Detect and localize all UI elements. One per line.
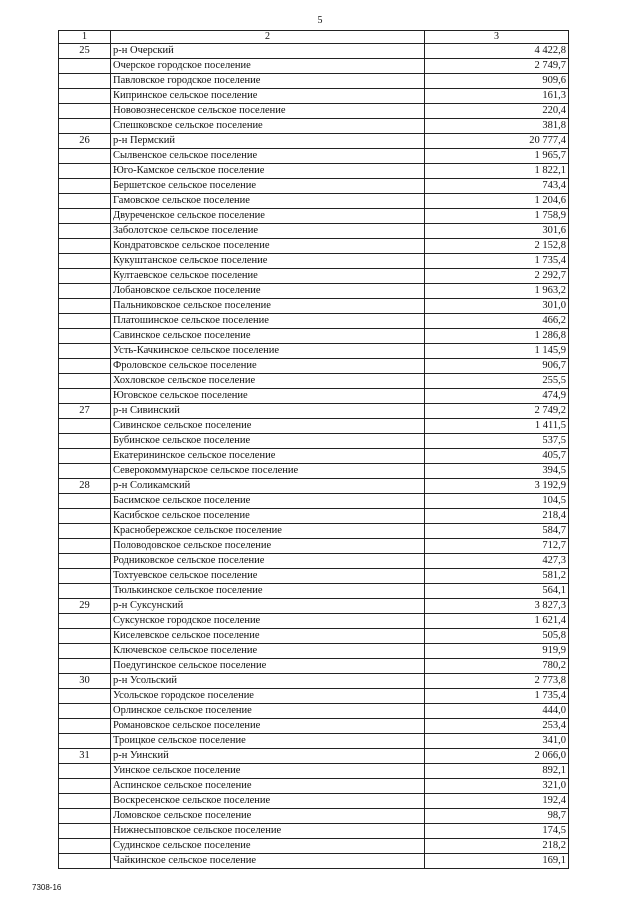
row-value-cell: 1 735,4 (425, 254, 569, 269)
table-row (59, 164, 569, 179)
row-value-cell: 1 286,8 (425, 329, 569, 344)
row-value-cell: 919,9 (425, 644, 569, 659)
table-row (59, 524, 569, 539)
table-row (59, 734, 569, 749)
row-name-cell: Бершетское сельское поселение (111, 179, 425, 194)
row-name-cell: Нововознесенское сельское поселение (111, 104, 425, 119)
row-value-cell: 192,4 (425, 794, 569, 809)
row-name-cell: Юго-Камское сельское поселение (111, 164, 425, 179)
row-number-cell: 25 (59, 44, 111, 59)
row-name-cell: Кипринское сельское поселение (111, 89, 425, 104)
row-number-cell (59, 449, 111, 464)
row-number-cell (59, 434, 111, 449)
table-row (59, 494, 569, 509)
row-value-cell: 780,2 (425, 659, 569, 674)
row-name-cell: Нижнесыповское сельское поселение (111, 824, 425, 839)
row-number-cell (59, 344, 111, 359)
table-row (59, 209, 569, 224)
table-row (59, 89, 569, 104)
footer-code: 7308-16 (32, 883, 62, 892)
table-row (59, 839, 569, 854)
row-value-cell: 3 192,9 (425, 479, 569, 494)
row-name-cell: Половодовское сельское поселение (111, 539, 425, 554)
table-row (59, 479, 569, 494)
row-name-cell: Заболотское сельское поселение (111, 224, 425, 239)
table-row (59, 284, 569, 299)
row-name-cell: Чайкинское сельское поселение (111, 854, 425, 869)
row-number-cell (59, 539, 111, 554)
row-name-cell: Спешковское сельское поселение (111, 119, 425, 134)
row-value-cell: 98,7 (425, 809, 569, 824)
row-name-cell: Ломовское сельское поселение (111, 809, 425, 824)
row-number-cell (59, 494, 111, 509)
row-number-cell (59, 374, 111, 389)
row-name-cell: Хохловское сельское поселение (111, 374, 425, 389)
row-name-cell: Гамовское сельское поселение (111, 194, 425, 209)
table-row (59, 434, 569, 449)
table-row (59, 644, 569, 659)
table-row (59, 179, 569, 194)
row-number-cell (59, 764, 111, 779)
row-name-cell: Фроловское сельское поселение (111, 359, 425, 374)
table-row (59, 419, 569, 434)
row-number-cell (59, 74, 111, 89)
row-name-cell: Усольское городское поселение (111, 689, 425, 704)
row-name-cell: Орлинское сельское поселение (111, 704, 425, 719)
row-name-cell: Басимское сельское поселение (111, 494, 425, 509)
row-value-cell: 1 758,9 (425, 209, 569, 224)
row-number-cell (59, 239, 111, 254)
row-value-cell: 2 292,7 (425, 269, 569, 284)
table-row (59, 374, 569, 389)
row-number-cell (59, 854, 111, 869)
row-value-cell: 2 749,7 (425, 59, 569, 74)
row-value-cell: 321,0 (425, 779, 569, 794)
table-row (59, 749, 569, 764)
table-row (59, 509, 569, 524)
row-name-cell: Поедугинское сельское поселение (111, 659, 425, 674)
row-value-cell: 301,6 (425, 224, 569, 239)
table-row (59, 449, 569, 464)
table-row (59, 674, 569, 689)
row-number-cell (59, 329, 111, 344)
row-number-cell (59, 614, 111, 629)
row-value-cell: 218,2 (425, 839, 569, 854)
row-number-cell: 26 (59, 134, 111, 149)
row-name-cell: р-н Пермский (111, 134, 425, 149)
row-number-cell (59, 569, 111, 584)
row-number-cell (59, 254, 111, 269)
row-name-cell: Судинское сельское поселение (111, 839, 425, 854)
row-number-cell (59, 314, 111, 329)
row-number-cell (59, 59, 111, 74)
row-number-cell (59, 269, 111, 284)
row-number-cell (59, 779, 111, 794)
row-name-cell: р-н Сивинский (111, 404, 425, 419)
row-value-cell: 581,2 (425, 569, 569, 584)
row-value-cell: 2 749,2 (425, 404, 569, 419)
table-row (59, 314, 569, 329)
table-row (59, 794, 569, 809)
row-number-cell (59, 284, 111, 299)
row-value-cell: 909,6 (425, 74, 569, 89)
column-header-1: 1 (59, 31, 111, 44)
table-row (59, 704, 569, 719)
table-row (59, 194, 569, 209)
row-value-cell: 301,0 (425, 299, 569, 314)
row-number-cell (59, 554, 111, 569)
row-name-cell: Романовское сельское поселение (111, 719, 425, 734)
page-number: 5 (317, 15, 323, 26)
row-name-cell: Юговское сельское поселение (111, 389, 425, 404)
row-value-cell: 255,5 (425, 374, 569, 389)
row-value-cell: 20 777,4 (425, 134, 569, 149)
row-value-cell: 169,1 (425, 854, 569, 869)
table-row (59, 824, 569, 839)
row-number-cell: 28 (59, 479, 111, 494)
row-number-cell (59, 524, 111, 539)
row-name-cell: р-н Уинский (111, 749, 425, 764)
row-name-cell: р-н Очерский (111, 44, 425, 59)
row-number-cell (59, 584, 111, 599)
row-value-cell: 104,5 (425, 494, 569, 509)
row-number-cell (59, 644, 111, 659)
row-number-cell (59, 689, 111, 704)
row-value-cell: 1 204,6 (425, 194, 569, 209)
row-number-cell (59, 659, 111, 674)
row-name-cell: Тюлькинское сельское поселение (111, 584, 425, 599)
table-row (59, 119, 569, 134)
row-name-cell: Очерское городское поселение (111, 59, 425, 74)
row-value-cell: 1 411,5 (425, 419, 569, 434)
row-number-cell (59, 299, 111, 314)
table-row (59, 689, 569, 704)
row-value-cell: 466,2 (425, 314, 569, 329)
row-value-cell: 1 822,1 (425, 164, 569, 179)
row-number-cell (59, 194, 111, 209)
row-value-cell: 3 827,3 (425, 599, 569, 614)
row-name-cell: Усть-Качкинское сельское поселение (111, 344, 425, 359)
table-row (59, 74, 569, 89)
row-value-cell: 2 066,0 (425, 749, 569, 764)
row-value-cell: 4 422,8 (425, 44, 569, 59)
table-row (59, 464, 569, 479)
row-number-cell (59, 164, 111, 179)
table-row (59, 269, 569, 284)
row-number-cell (59, 464, 111, 479)
row-name-cell: Култаевское сельское поселение (111, 269, 425, 284)
table-row (59, 389, 569, 404)
row-number-cell (59, 629, 111, 644)
row-name-cell: Бубинское сельское поселение (111, 434, 425, 449)
column-header-3: 3 (425, 31, 569, 44)
table-row (59, 539, 569, 554)
row-value-cell: 892,1 (425, 764, 569, 779)
row-value-cell: 218,4 (425, 509, 569, 524)
table-row (59, 779, 569, 794)
row-value-cell: 394,5 (425, 464, 569, 479)
row-name-cell: Тохтуевское сельское поселение (111, 569, 425, 584)
table-row (59, 659, 569, 674)
row-value-cell: 161,3 (425, 89, 569, 104)
row-number-cell (59, 719, 111, 734)
row-name-cell: Троицкое сельское поселение (111, 734, 425, 749)
table-row (59, 239, 569, 254)
row-value-cell: 537,5 (425, 434, 569, 449)
row-number-cell (59, 89, 111, 104)
allocation-table (58, 30, 569, 869)
row-value-cell: 564,1 (425, 584, 569, 599)
row-value-cell: 174,5 (425, 824, 569, 839)
row-value-cell: 381,8 (425, 119, 569, 134)
table-row (59, 59, 569, 74)
table-row (59, 584, 569, 599)
table-row (59, 569, 569, 584)
row-value-cell: 1 621,4 (425, 614, 569, 629)
row-name-cell: Суксунское городское поселение (111, 614, 425, 629)
table-row (59, 854, 569, 869)
row-name-cell: Ключевское сельское поселение (111, 644, 425, 659)
row-name-cell: Савинское сельское поселение (111, 329, 425, 344)
row-number-cell (59, 389, 111, 404)
table-row (59, 134, 569, 149)
row-value-cell: 253,4 (425, 719, 569, 734)
row-number-cell (59, 509, 111, 524)
table-row (59, 44, 569, 59)
row-value-cell: 906,7 (425, 359, 569, 374)
table-row (59, 299, 569, 314)
row-value-cell: 584,7 (425, 524, 569, 539)
row-number-cell (59, 104, 111, 119)
row-name-cell: Кондратовское сельское поселение (111, 239, 425, 254)
row-value-cell: 474,9 (425, 389, 569, 404)
row-name-cell: Сивинское сельское поселение (111, 419, 425, 434)
row-value-cell: 1 145,9 (425, 344, 569, 359)
row-value-cell: 743,4 (425, 179, 569, 194)
table-header-row (59, 31, 569, 44)
row-value-cell: 341,0 (425, 734, 569, 749)
row-number-cell: 31 (59, 749, 111, 764)
row-value-cell: 427,3 (425, 554, 569, 569)
row-name-cell: Родниковское сельское поселение (111, 554, 425, 569)
table-row (59, 104, 569, 119)
row-name-cell: Платошинское сельское поселение (111, 314, 425, 329)
row-number-cell: 30 (59, 674, 111, 689)
row-value-cell: 220,4 (425, 104, 569, 119)
table-row (59, 404, 569, 419)
table-row (59, 344, 569, 359)
row-name-cell: Аспинское сельское поселение (111, 779, 425, 794)
row-number-cell (59, 119, 111, 134)
row-name-cell: Екатерининское сельское поселение (111, 449, 425, 464)
row-name-cell: р-н Соликамский (111, 479, 425, 494)
row-name-cell: Сылвенское сельское поселение (111, 149, 425, 164)
row-name-cell: р-н Суксунский (111, 599, 425, 614)
row-number-cell (59, 704, 111, 719)
table-row (59, 554, 569, 569)
row-name-cell: Лобановское сельское поселение (111, 284, 425, 299)
row-name-cell: Воскресенское сельское поселение (111, 794, 425, 809)
row-number-cell (59, 809, 111, 824)
row-number-cell (59, 839, 111, 854)
row-number-cell (59, 149, 111, 164)
row-name-cell: Краснобережское сельское поселение (111, 524, 425, 539)
row-value-cell: 2 152,8 (425, 239, 569, 254)
row-value-cell: 1 963,2 (425, 284, 569, 299)
table-row (59, 149, 569, 164)
row-name-cell: р-н Усольский (111, 674, 425, 689)
row-number-cell (59, 419, 111, 434)
table-row (59, 224, 569, 239)
row-number-cell (59, 734, 111, 749)
row-number-cell: 29 (59, 599, 111, 614)
table-row (59, 359, 569, 374)
row-name-cell: Касибское сельское поселение (111, 509, 425, 524)
table-row (59, 614, 569, 629)
table-row (59, 719, 569, 734)
row-name-cell: Северокоммунарское сельское поселение (111, 464, 425, 479)
row-number-cell (59, 824, 111, 839)
table-row (59, 809, 569, 824)
row-name-cell: Двуреченское сельское поселение (111, 209, 425, 224)
table-row (59, 764, 569, 779)
row-number-cell (59, 209, 111, 224)
row-number-cell (59, 359, 111, 374)
row-name-cell: Павловское городское поселение (111, 74, 425, 89)
table-row (59, 329, 569, 344)
table-row (59, 599, 569, 614)
row-value-cell: 2 773,8 (425, 674, 569, 689)
row-name-cell: Кукуштанское сельское поселение (111, 254, 425, 269)
row-name-cell: Уинское сельское поселение (111, 764, 425, 779)
row-number-cell (59, 179, 111, 194)
row-value-cell: 444,0 (425, 704, 569, 719)
row-number-cell: 27 (59, 404, 111, 419)
row-value-cell: 1 735,4 (425, 689, 569, 704)
row-name-cell: Киселевское сельское поселение (111, 629, 425, 644)
row-name-cell: Пальниковское сельское поселение (111, 299, 425, 314)
table-row (59, 254, 569, 269)
row-number-cell (59, 794, 111, 809)
column-header-2: 2 (111, 31, 425, 44)
row-value-cell: 1 965,7 (425, 149, 569, 164)
row-number-cell (59, 224, 111, 239)
row-value-cell: 712,7 (425, 539, 569, 554)
row-value-cell: 505,8 (425, 629, 569, 644)
table-row (59, 629, 569, 644)
row-value-cell: 405,7 (425, 449, 569, 464)
